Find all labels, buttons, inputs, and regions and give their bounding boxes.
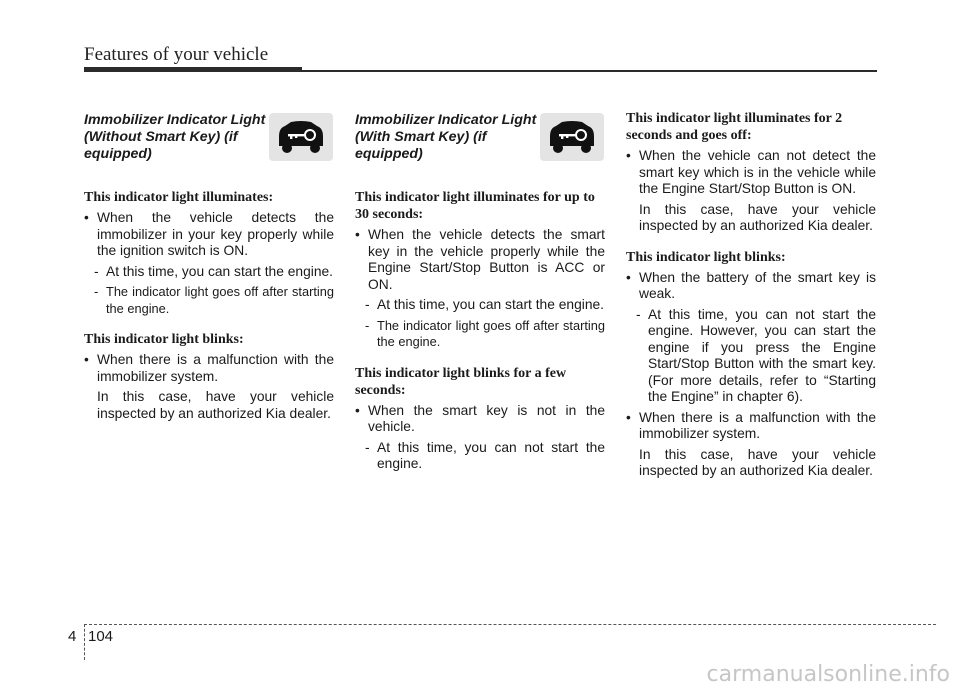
- column-immobilizer-without-smart-key: [84, 110, 334, 422]
- dash-item: - The indicator light goes off after starting the engine.: [355, 318, 605, 351]
- page-number: 104: [88, 628, 114, 645]
- immobilizer-indicator-icon: [540, 113, 604, 161]
- page-header-title: Features of your vehicle: [84, 44, 269, 65]
- immobilizer-indicator-icon: [269, 113, 333, 161]
- header-bar: [84, 67, 302, 72]
- bullet-item: • When there is a malfunction with the immobilizer system.: [626, 410, 876, 443]
- paragraph: In this case, have your vehicle inspected by an authorized Kia dealer.: [97, 389, 334, 421]
- header-rule: [302, 70, 877, 72]
- watermark: carmanualsonline.info: [706, 662, 950, 687]
- dash-item: - At this time, you can start the engine.: [355, 297, 605, 314]
- bullet-item: • When the battery of the smart key is weak.: [626, 270, 876, 303]
- condition-heading: This indicator light illuminates:: [84, 190, 274, 205]
- footer-divider: [84, 624, 85, 660]
- column-indicator-behavior: [626, 110, 876, 480]
- bullet-item: • When the smart key is not in the vehicle.: [355, 403, 605, 436]
- footer-rule: [84, 624, 936, 625]
- dash-item: - At this time, you can not start the engine. However, you can start the engine if you press the Engine Start/Stop Button with the smart key. (For more details, refer to “Starting the Engine” in chapter 6).: [626, 307, 876, 406]
- bullet-item: • When the vehicle detects the smart key in the vehicle properly while the Engine Start/Stop Button is ACC or ON.: [355, 227, 605, 293]
- dash-item: - At this time, you can not start the engine.: [355, 440, 605, 473]
- column-immobilizer-with-smart-key: [355, 110, 605, 473]
- dash-item: - The indicator light goes off after starting the engine.: [84, 284, 334, 317]
- bullet-item: • When there is a malfunction with the immobilizer system.: [84, 352, 334, 385]
- dash-item: - At this time, you can start the engine.: [84, 264, 334, 281]
- condition-heading: This indicator light blinks for a few seconds:: [355, 365, 567, 398]
- condition-heading: This indicator light blinks:: [84, 332, 244, 347]
- paragraph: In this case, have your vehicle inspected by an authorized Kia dealer.: [639, 201, 876, 233]
- chapter-number: 4: [68, 628, 77, 645]
- bullet-item: • When the vehicle can not detect the smart key which is in the vehicle while the Engine Start/Stop Button is ON.: [626, 148, 876, 198]
- condition-heading: This indicator light illuminates for 2 seconds and goes off:: [626, 111, 843, 143]
- section-title: Immobilizer Indicator Light (With Smart Key) (if equipped): [355, 112, 537, 162]
- condition-heading: This indicator light blinks:: [626, 249, 786, 265]
- condition-heading: This indicator light illuminates for up to 30 seconds:: [355, 190, 595, 222]
- paragraph: In this case, have your vehicle inspected by an authorized Kia dealer.: [639, 446, 876, 478]
- bullet-item: • When the vehicle detects the immobilizer in your key properly while the ignition switch is ON.: [84, 210, 334, 260]
- section-title: Immobilizer Indicator Light (Without Smart Key) (if equipped): [84, 112, 266, 162]
